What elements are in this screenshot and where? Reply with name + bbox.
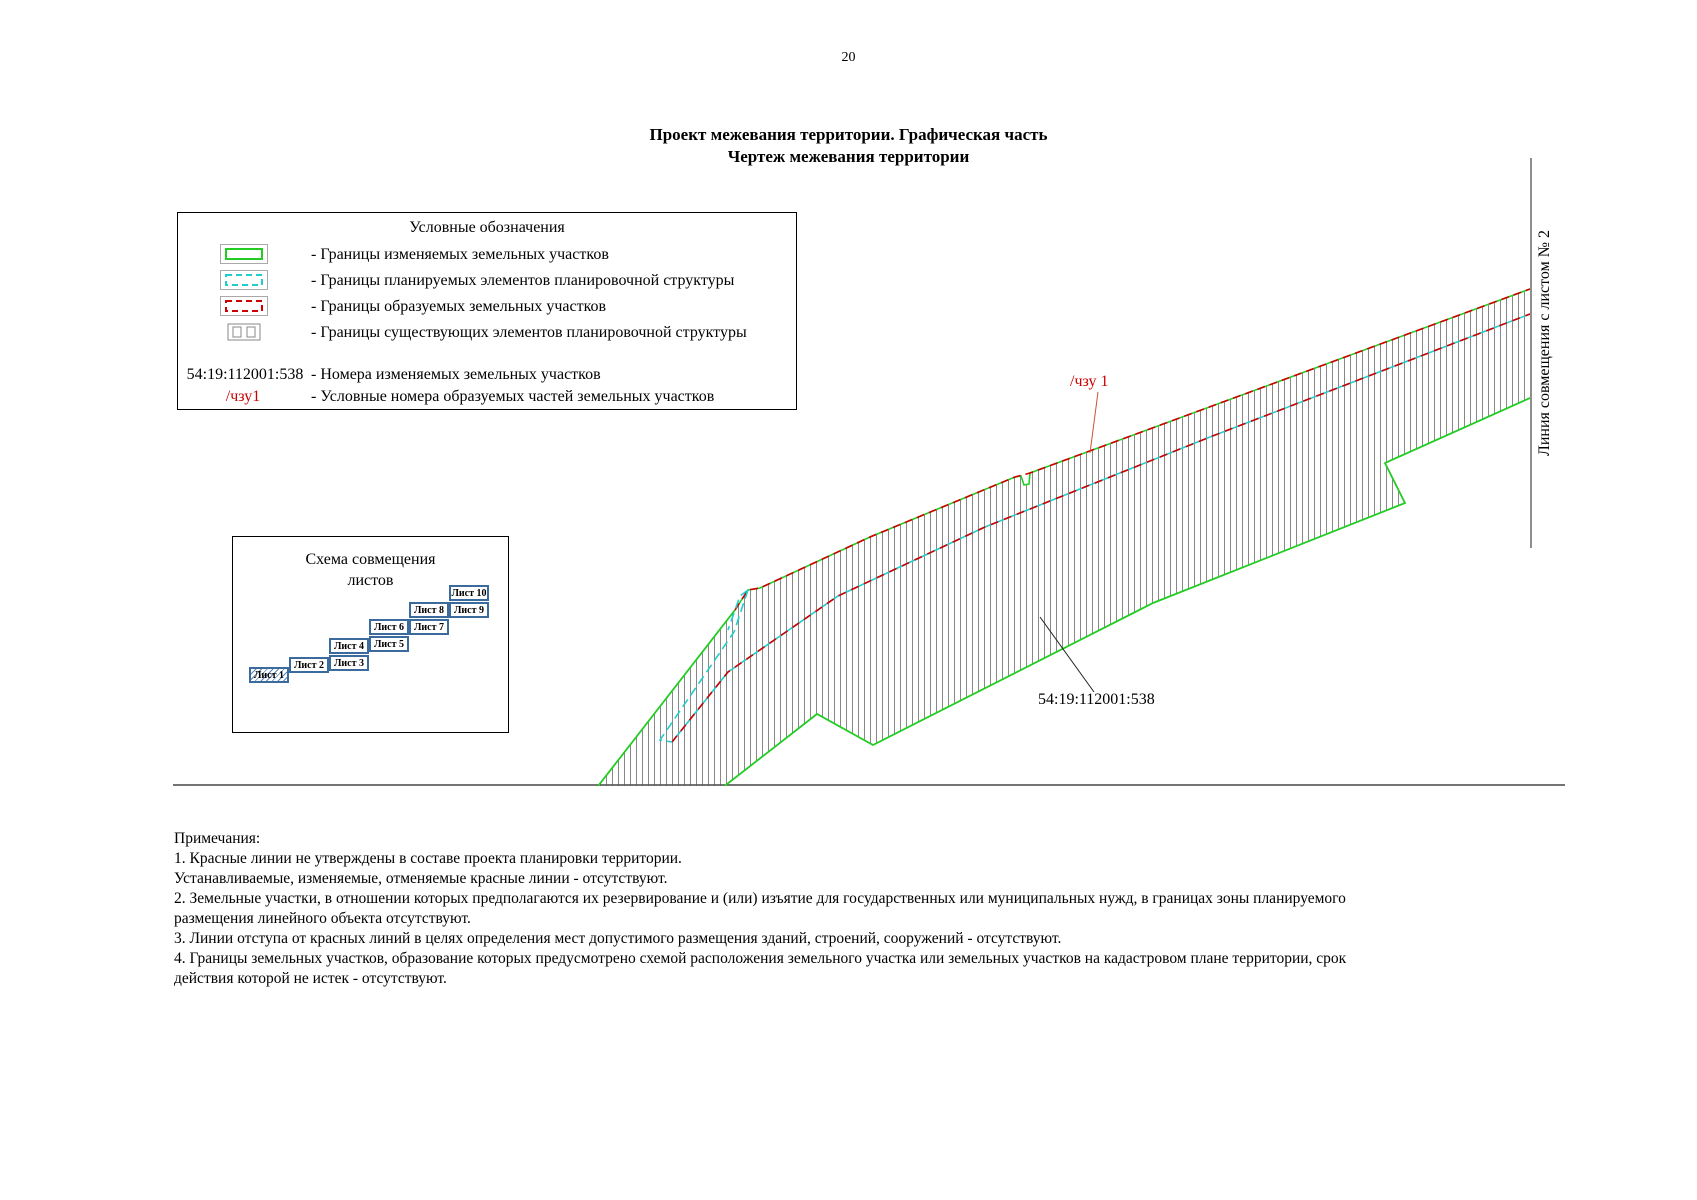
part-label-leader (1090, 392, 1098, 453)
note-line: 2. Земельные участки, в отношении которых предполагаются их резервирование и (или) изъятие для государственных или муниципальных нужд, в границах зоны планируемого (174, 890, 1346, 907)
sheet-2: Лист 2 (289, 657, 329, 673)
sheet-6: Лист 6 (369, 619, 409, 635)
note-line: Устанавливаемые, изменяемые, отменяемые красные линии - отсутствуют. (174, 870, 668, 887)
sheet-1: Лист 1 (249, 667, 289, 683)
sheet-4: Лист 4 (329, 638, 369, 654)
legend (177, 212, 797, 410)
legend-title: Условные обозначения (409, 219, 565, 236)
scheme-title-line-2: листов (347, 572, 394, 589)
legend-desc: - Номера изменяемых земельных участков (311, 366, 601, 383)
red-dashed-rect-icon (220, 296, 268, 316)
parcel-number-label: 54:19:112001:538 (1038, 691, 1155, 708)
page-number: 20 (841, 50, 856, 65)
note-line: 3. Линии отступа от красных линий в целях определения мест допустимого размещения зданий, строений, сооружений - отсутствуют. (174, 930, 1062, 947)
legend-desc: - Условные номера образуемых частей земельных участков (311, 388, 715, 405)
legend-key: 54:19:112001:538 (186, 366, 304, 383)
title-line-2: Чертеж межевания территории (727, 147, 970, 166)
sheet-5: Лист 5 (369, 636, 409, 652)
legend-desc: - Границы образуемых земельных участков (311, 298, 607, 315)
note-line: 1. Красные линии не утверждены в составе проекта планировки территории. (174, 850, 682, 867)
cyan-dashed-rect-icon (220, 270, 268, 290)
note-line: 4. Границы земельных участков, образование которых предусмотрено схемой расположения земельного участка или земельных участков на кадастровом плане территории, срок (174, 950, 1347, 967)
notes-heading: Примечания: (174, 830, 261, 847)
scheme-title-line-1: Схема совмещения (305, 551, 436, 568)
sheet-3: Лист 3 (329, 655, 369, 671)
note-line: действия которой не истек - отсутствуют. (174, 970, 447, 987)
legend-key: /чзу1 (225, 388, 261, 405)
legend-desc: - Границы существующих элементов планировочной структуры (311, 324, 747, 341)
sheet-7: Лист 7 (409, 619, 449, 635)
green-solid-rect-icon (220, 244, 268, 264)
match-line-label-text: Линия совмещения с листом № 2 (1536, 229, 1553, 457)
note-line: размещения линейного объекта отсутствуют. (174, 910, 471, 927)
title-line-1: Проект межевания территории. Графическая часть (649, 125, 1048, 144)
notes (174, 829, 1574, 989)
part-label: /чзу 1 (1070, 373, 1109, 390)
sheet-8: Лист 8 (409, 602, 449, 618)
legend-desc: - Границы планируемых элементов планировочной структуры (311, 272, 735, 289)
gray-existing-structure-icon (220, 322, 268, 342)
sheet-10: Лист 10 (449, 585, 489, 601)
sheet-scheme (232, 536, 509, 733)
legend-desc: - Границы изменяемых земельных участков (311, 246, 609, 263)
sheet-9: Лист 9 (449, 602, 489, 618)
